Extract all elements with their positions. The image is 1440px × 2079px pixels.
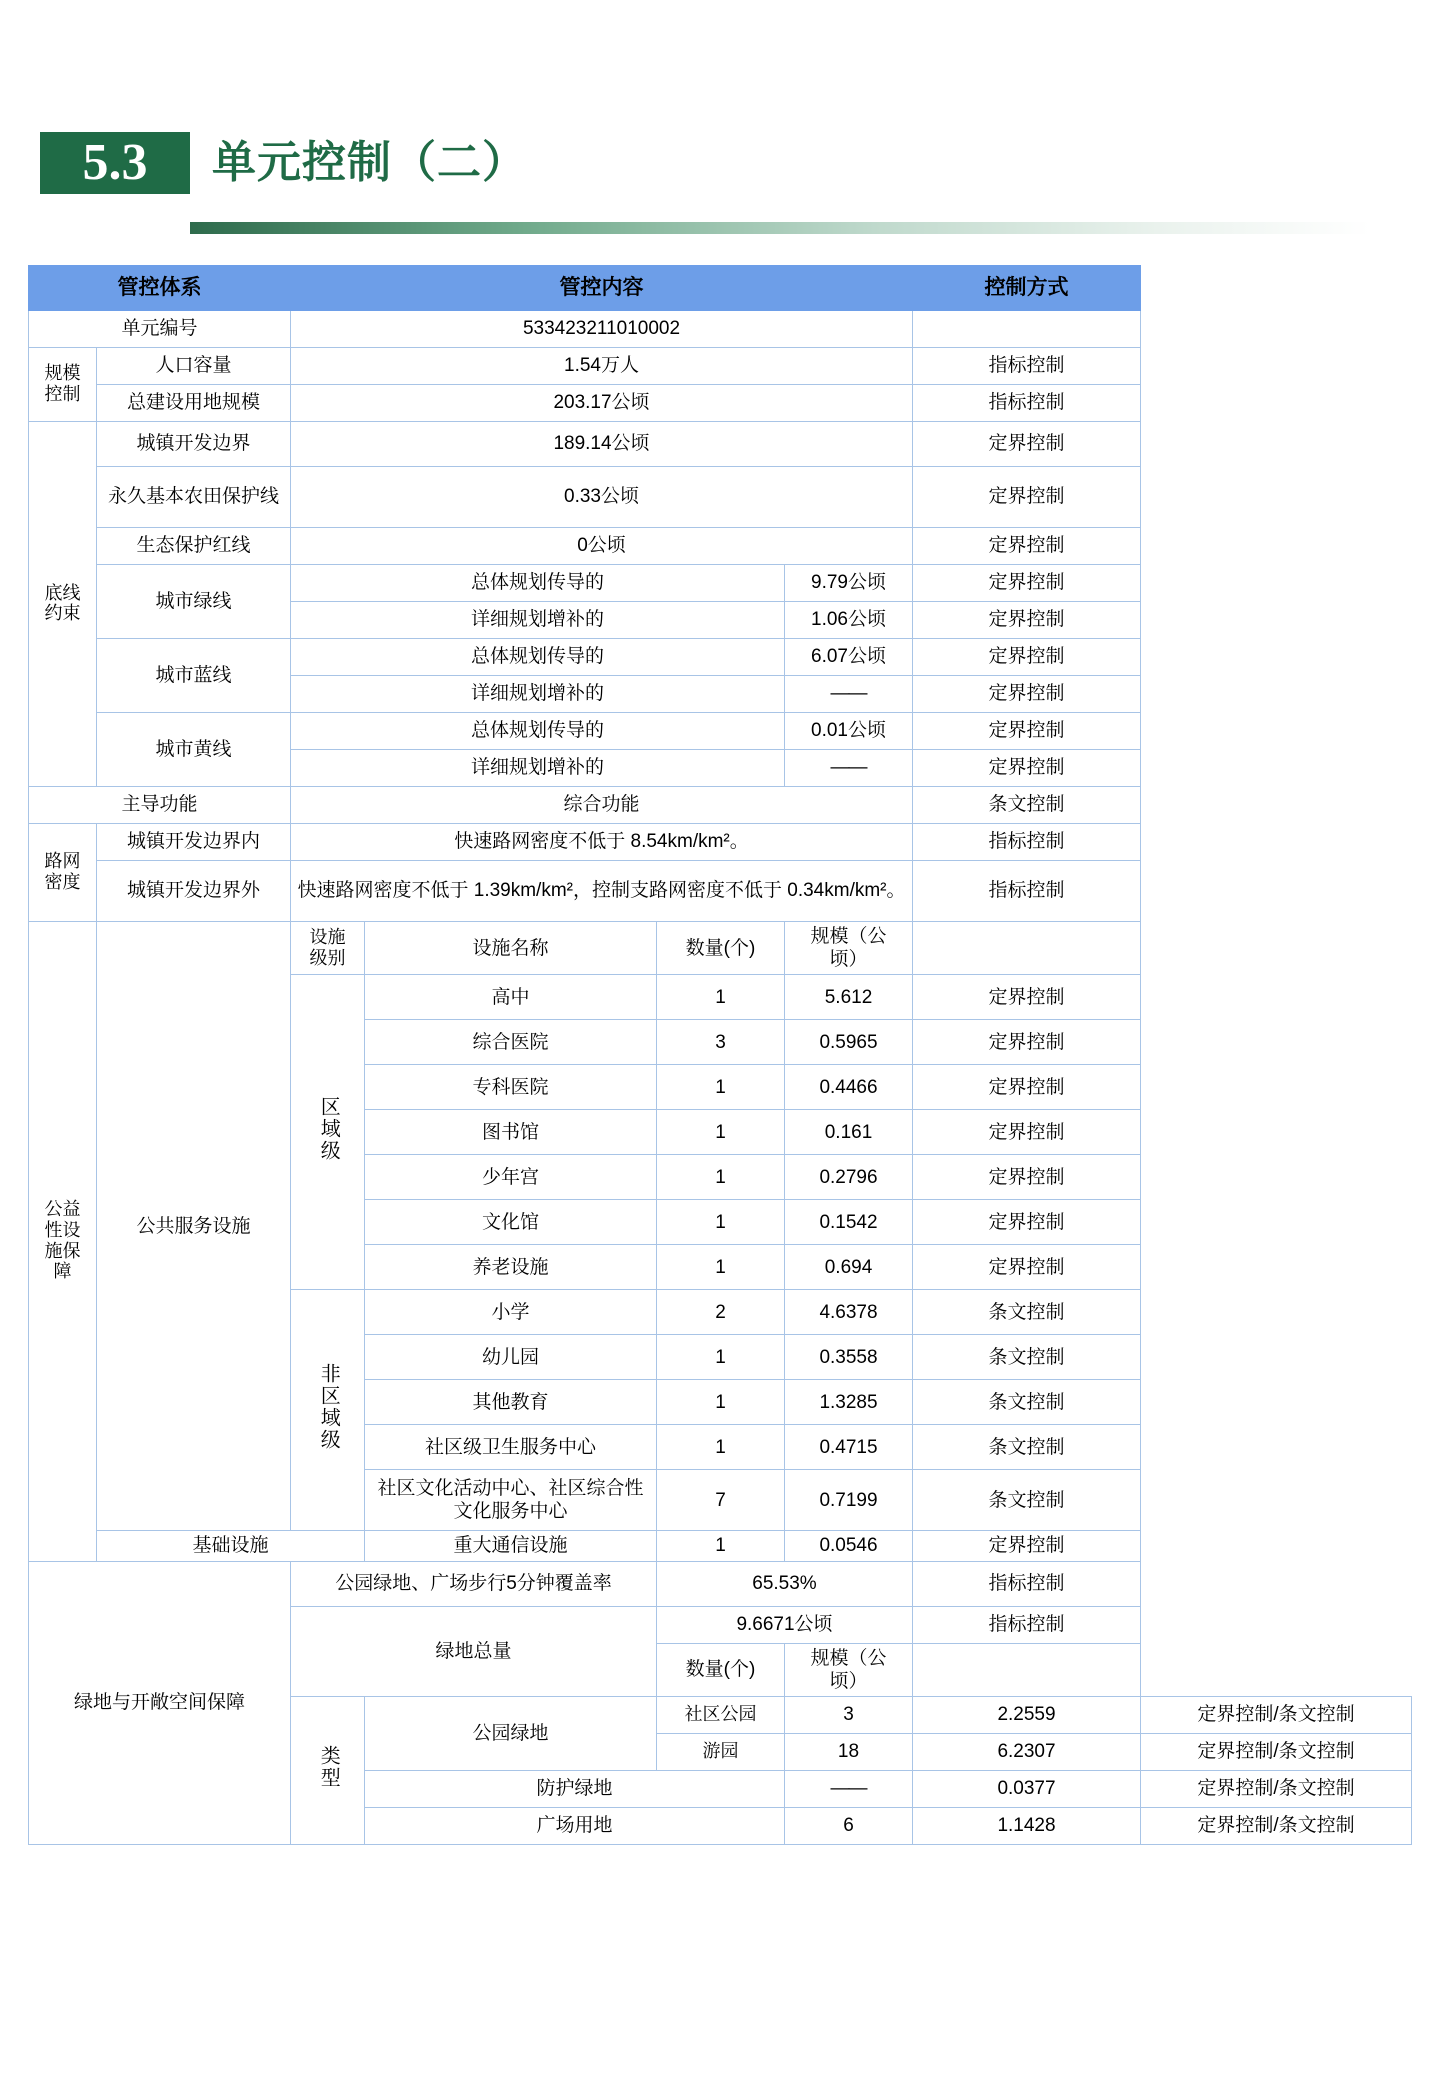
table-header-row xyxy=(29,266,1412,311)
row-label: 永久基本农田保护线 xyxy=(97,467,291,528)
facility-qty: 1 xyxy=(657,1110,785,1155)
unit-code-mode xyxy=(913,311,1141,348)
green-item-name: 游园 xyxy=(657,1733,785,1770)
subheader-quantity: 数量(个) xyxy=(657,922,785,975)
facility-mode: 条文控制 xyxy=(913,1335,1141,1380)
facility-name: 专科医院 xyxy=(365,1065,657,1110)
facility-scale: 5.612 xyxy=(785,975,913,1020)
green-type-label: 类型 xyxy=(291,1696,365,1844)
facility-mode: 定界控制 xyxy=(913,1110,1141,1155)
facility-name: 其他教育 xyxy=(365,1380,657,1425)
row-mode: 定界控制 xyxy=(913,467,1141,528)
row-source: 详细规划增补的 xyxy=(291,676,785,713)
row-source: 总体规划传导的 xyxy=(291,565,785,602)
group-label-road-density: 路网密度 xyxy=(29,824,97,922)
facility-mode: 定界控制 xyxy=(913,1200,1141,1245)
row-value: —— xyxy=(785,676,913,713)
row-mode: 指标控制 xyxy=(913,861,1141,922)
green-coverage-mode: 指标控制 xyxy=(913,1561,1141,1606)
green-item-mode: 定界控制/条文控制 xyxy=(1141,1696,1412,1733)
facility-name: 养老设施 xyxy=(365,1245,657,1290)
row-label: 总建设用地规模 xyxy=(97,385,291,422)
row-value: 快速路网密度不低于 8.54km/km²。 xyxy=(291,824,913,861)
row-source: 详细规划增补的 xyxy=(291,602,785,639)
green-item-qty: 6 xyxy=(785,1807,913,1844)
green-coverage-label: 公园绿地、广场步行5分钟覆盖率 xyxy=(291,1561,657,1606)
row-mode: 定界控制 xyxy=(913,528,1141,565)
green-item-mode: 定界控制/条文控制 xyxy=(1141,1807,1412,1844)
facility-mode: 定界控制 xyxy=(913,1020,1141,1065)
facility-name: 少年宫 xyxy=(365,1155,657,1200)
facility-qty: 1 xyxy=(657,1425,785,1470)
group-label-bottom-line: 底线约束 xyxy=(29,422,97,787)
row-label: 生态保护红线 xyxy=(97,528,291,565)
table-row xyxy=(29,385,1412,422)
header-gradient-rule xyxy=(190,222,1370,234)
row-mode: 指标控制 xyxy=(913,348,1141,385)
facility-qty: 3 xyxy=(657,1020,785,1065)
facility-mode: 条文控制 xyxy=(913,1425,1141,1470)
row-mode: 定界控制 xyxy=(913,713,1141,750)
table-row xyxy=(29,467,1412,528)
subheader-facility-name: 设施名称 xyxy=(365,922,657,975)
facility-qty: 2 xyxy=(657,1290,785,1335)
row-label-blue-line: 城市蓝线 xyxy=(97,639,291,713)
facility-mode: 定界控制 xyxy=(913,1155,1141,1200)
row-value: 0.33公顷 xyxy=(291,467,913,528)
green-item-scale: 6.2307 xyxy=(913,1733,1141,1770)
public-service-facility-label: 公共服务设施 xyxy=(97,922,291,1531)
table-row xyxy=(29,639,1412,676)
facility-mode: 条文控制 xyxy=(913,1470,1141,1531)
group-label-green-open-space: 绿地与开敞空间保障 xyxy=(29,1561,291,1844)
infrastructure-name: 重大通信设施 xyxy=(365,1531,657,1561)
facility-scale: 0.3558 xyxy=(785,1335,913,1380)
row-label: 城镇开发边界内 xyxy=(97,824,291,861)
control-table xyxy=(28,265,1412,1845)
row-mode: 指标控制 xyxy=(913,385,1141,422)
row-value: —— xyxy=(785,750,913,787)
facility-scale: 0.4715 xyxy=(785,1425,913,1470)
facility-qty: 1 xyxy=(657,1245,785,1290)
table-row xyxy=(29,824,1412,861)
facility-qty: 1 xyxy=(657,1155,785,1200)
row-source: 详细规划增补的 xyxy=(291,750,785,787)
table-row xyxy=(29,565,1412,602)
facility-name: 图书馆 xyxy=(365,1110,657,1155)
facility-level-regional: 区域级 xyxy=(291,975,365,1290)
green-park-group-label: 公园绿地 xyxy=(365,1696,657,1770)
green-subheader-scale: 规模（公 顷） xyxy=(785,1643,913,1696)
main-function-label: 主导功能 xyxy=(29,787,291,824)
facility-name: 小学 xyxy=(365,1290,657,1335)
group-label-public-welfare: 公益性设施保障 xyxy=(29,922,97,1562)
facility-qty: 7 xyxy=(657,1470,785,1531)
row-mode: 定界控制 xyxy=(913,602,1141,639)
main-function-mode: 条文控制 xyxy=(913,787,1141,824)
table-row xyxy=(29,922,1412,975)
facility-scale: 0.5965 xyxy=(785,1020,913,1065)
facility-mode: 定界控制 xyxy=(913,975,1141,1020)
row-mode: 定界控制 xyxy=(913,565,1141,602)
table-row xyxy=(29,311,1412,348)
col-header-content: 管控内容 xyxy=(291,266,913,311)
table-row xyxy=(29,1531,1412,1561)
facility-scale: 0.2796 xyxy=(785,1155,913,1200)
section-number-badge: 5.3 xyxy=(40,132,190,194)
main-function-value: 综合功能 xyxy=(291,787,913,824)
facility-mode: 条文控制 xyxy=(913,1290,1141,1335)
table-body xyxy=(29,311,1412,1845)
row-value: 203.17公顷 xyxy=(291,385,913,422)
green-item-name: 广场用地 xyxy=(365,1807,785,1844)
infrastructure-mode: 定界控制 xyxy=(913,1531,1141,1561)
facility-name: 高中 xyxy=(365,975,657,1020)
row-value: 1.06公顷 xyxy=(785,602,913,639)
facility-scale: 0.1542 xyxy=(785,1200,913,1245)
table-row xyxy=(29,422,1412,467)
facility-scale: 4.6378 xyxy=(785,1290,913,1335)
facility-name: 幼儿园 xyxy=(365,1335,657,1380)
row-mode: 定界控制 xyxy=(913,750,1141,787)
green-item-qty: 3 xyxy=(785,1696,913,1733)
subheader-scale: 规模（公 顷） xyxy=(785,922,913,975)
col-header-system: 管控体系 xyxy=(29,266,291,311)
row-value: 9.79公顷 xyxy=(785,565,913,602)
facility-scale: 0.161 xyxy=(785,1110,913,1155)
green-item-name: 防护绿地 xyxy=(365,1770,785,1807)
green-item-mode: 定界控制/条文控制 xyxy=(1141,1770,1412,1807)
green-item-scale: 2.2559 xyxy=(913,1696,1141,1733)
green-subheader-mode-blank xyxy=(913,1643,1141,1696)
facility-scale: 0.694 xyxy=(785,1245,913,1290)
unit-code-value: 533423211010002 xyxy=(291,311,913,348)
control-table-container xyxy=(28,265,1412,1845)
row-mode: 指标控制 xyxy=(913,824,1141,861)
green-total-label: 绿地总量 xyxy=(291,1606,657,1696)
row-mode: 定界控制 xyxy=(913,639,1141,676)
table-row xyxy=(29,713,1412,750)
facility-qty: 1 xyxy=(657,1335,785,1380)
row-label-green-line: 城市绿线 xyxy=(97,565,291,639)
table-row xyxy=(29,1561,1412,1606)
green-total-mode: 指标控制 xyxy=(913,1606,1141,1643)
row-value: 6.07公顷 xyxy=(785,639,913,676)
green-total-value: 9.6671公顷 xyxy=(657,1606,913,1643)
green-coverage-value: 65.53% xyxy=(657,1561,913,1606)
green-item-qty: —— xyxy=(785,1770,913,1807)
row-label: 城镇开发边界外 xyxy=(97,861,291,922)
facility-name: 综合医院 xyxy=(365,1020,657,1065)
facility-name: 社区文化活动中心、社区综合性文化服务中心 xyxy=(365,1470,657,1531)
group-label-scale-control: 规模控制 xyxy=(29,348,97,422)
col-header-mode: 控制方式 xyxy=(913,266,1141,311)
row-value: 0公顷 xyxy=(291,528,913,565)
row-value: 快速路网密度不低于 1.39km/km²，控制支路网密度不低于 0.34km/km²。 xyxy=(291,861,913,922)
facility-name: 文化馆 xyxy=(365,1200,657,1245)
green-item-qty: 18 xyxy=(785,1733,913,1770)
page-header xyxy=(0,0,1440,191)
row-label: 人口容量 xyxy=(97,348,291,385)
facility-name: 社区级卫生服务中心 xyxy=(365,1425,657,1470)
row-value: 189.14公顷 xyxy=(291,422,913,467)
infrastructure-label: 基础设施 xyxy=(97,1531,365,1561)
facility-scale: 0.4466 xyxy=(785,1065,913,1110)
header-title-row xyxy=(0,132,1440,194)
row-mode: 定界控制 xyxy=(913,422,1141,467)
row-source: 总体规划传导的 xyxy=(291,713,785,750)
facility-scale: 1.3285 xyxy=(785,1380,913,1425)
green-item-name: 社区公园 xyxy=(657,1696,785,1733)
infrastructure-scale: 0.0546 xyxy=(785,1531,913,1561)
green-item-scale: 1.1428 xyxy=(913,1807,1141,1844)
facility-qty: 1 xyxy=(657,1065,785,1110)
facility-qty: 1 xyxy=(657,975,785,1020)
table-row xyxy=(29,861,1412,922)
facility-qty: 1 xyxy=(657,1380,785,1425)
green-subheader-quantity: 数量(个) xyxy=(657,1643,785,1696)
table-row xyxy=(29,787,1412,824)
green-item-scale: 0.0377 xyxy=(913,1770,1141,1807)
facility-mode: 定界控制 xyxy=(913,1065,1141,1110)
facility-level-non-regional: 非区域级 xyxy=(291,1290,365,1531)
row-mode: 定界控制 xyxy=(913,676,1141,713)
infrastructure-qty: 1 xyxy=(657,1531,785,1561)
facility-mode: 条文控制 xyxy=(913,1380,1141,1425)
row-label-yellow-line: 城市黄线 xyxy=(97,713,291,787)
facility-mode: 定界控制 xyxy=(913,1245,1141,1290)
table-row xyxy=(29,348,1412,385)
subheader-facility-level: 设施级别 xyxy=(291,922,365,975)
facility-scale: 0.7199 xyxy=(785,1470,913,1531)
table-head xyxy=(29,266,1412,311)
unit-code-label: 单元编号 xyxy=(29,311,291,348)
row-value: 1.54万人 xyxy=(291,348,913,385)
row-source: 总体规划传导的 xyxy=(291,639,785,676)
page-title: 单元控制（二） xyxy=(212,138,527,187)
facility-qty: 1 xyxy=(657,1200,785,1245)
green-item-mode: 定界控制/条文控制 xyxy=(1141,1733,1412,1770)
row-label: 城镇开发边界 xyxy=(97,422,291,467)
table-row xyxy=(29,528,1412,565)
row-value: 0.01公顷 xyxy=(785,713,913,750)
subheader-mode-blank xyxy=(913,922,1141,975)
